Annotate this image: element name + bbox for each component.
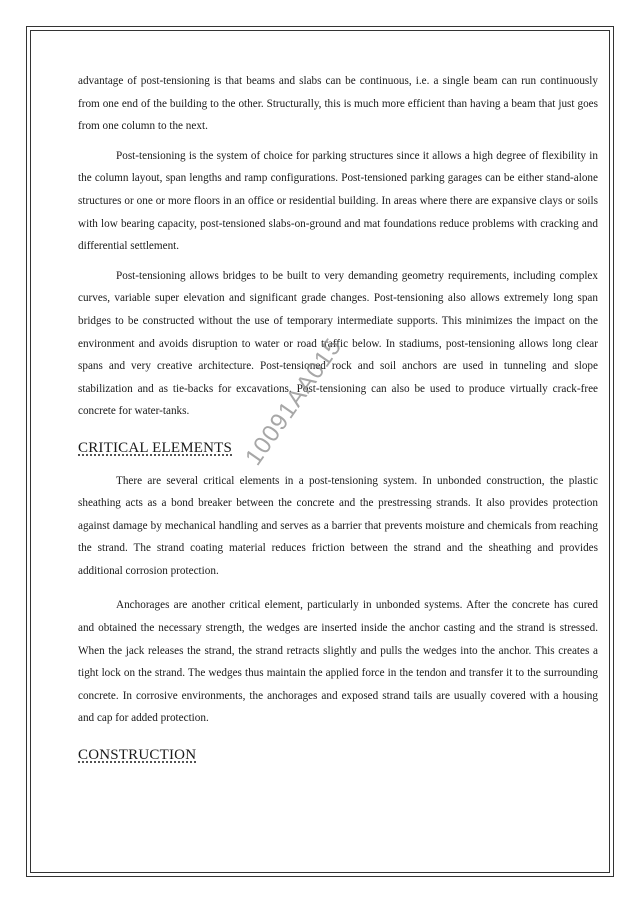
paragraph-anchorages: Anchorages are another critical element, particularly in unbonded systems. After the concrete has cured and obtained the necessary strength, the wedges are inserted inside the anchor casting and the strand is stressed. When the jack releases the strand, the strand retracts slightly and pulls the wedges into the anchor. This creates a tight lock on the strand. The wedges thus maintain the applied force in the tendon and transfer it to the surrounding concrete. In corrosive environments, the anchorages and exposed strand tails are usually covered with a housing and cap for added protection. — [78, 599, 598, 725]
heading-critical-elements: CRITICAL ELEMENTS — [78, 439, 233, 456]
paragraph-continuous-beams: advantage of post-tensioning is that beams and slabs can be continuous, i.e. a single beam can run continuously from one end of the building to the other. Structurally, this is much more efficient than having a beam that just goes from one column to the next. — [78, 75, 598, 133]
paragraph-parking-structures: Post-tensioning is the system of choice for parking structures since it allows a high degree of flexibility in the column layout, span lengths and ramp configurations. Post-tensioned parking garages can be either stand-alone structures or one or more floors in an office or residential building. In areas where there are expansive clays or soils with low bearing capacity, post-tensioned slabs-on-ground and mat foundations reduce problems with cracking and differential settlement. — [78, 149, 598, 253]
paragraph-critical-elements: There are several critical elements in a post-tensioning system. In unbonded construction, the plastic sheathing acts as a bond breaker between the concrete and the prestressing strands. It also provides protection against damage by mechanical handling and serves as a barrier that prevents moisture and chemicals from reaching the strand. The strand coating material reduces friction between the strand and the sheathing and provides additional corrosion protection. — [78, 474, 598, 577]
heading-construction: CONSTRUCTION — [78, 747, 197, 764]
watermark: 10091AA015 — [240, 333, 348, 471]
paragraph-bridges: Post-tensioning allows bridges to be built to very demanding geometry requirements, including complex curves, variable super elevation and significant grade changes. Post-tensioning also allows extremely long span bridges to be constructed without the use of temporary intermediate supports. This minimizes the impact on the environment and avoids disruption to water or road traffic below. In stadiums, post-tensioning allows long clear spans and very creative architecture. Post-tensioned rock and soil anchors are used in tunneling and slope stabilization and as tie-backs for excavations. Post-tensioning can also be used to produce virtually crack-free concrete for water-tanks. — [78, 269, 598, 418]
document-body — [78, 70, 598, 777]
